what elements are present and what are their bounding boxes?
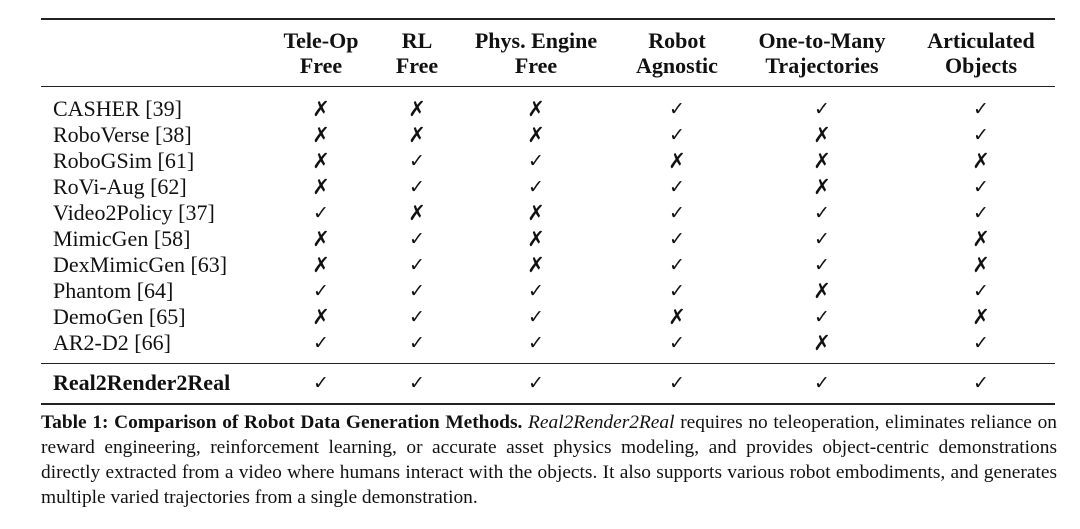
check-mark-icon: ✓ [669, 228, 685, 250]
cross-mark-icon: ✗ [972, 227, 990, 251]
column-header-line2: Agnostic [636, 53, 718, 78]
cross-mark-icon: ✗ [813, 123, 831, 147]
cross-mark-icon: ✗ [813, 331, 831, 355]
check-mark-icon: ✓ [409, 228, 425, 250]
check-mark-icon: ✓ [528, 306, 544, 328]
method-name: RoboVerse [38] [53, 122, 192, 147]
cross-mark-icon: ✗ [972, 149, 990, 173]
table-row [41, 330, 1055, 356]
cross-mark-icon: ✗ [972, 253, 990, 277]
column-header-line2: Free [395, 53, 439, 78]
method-name: CASHER [39] [53, 96, 182, 121]
check-mark-icon: ✓ [409, 176, 425, 198]
caption-text: requires no teleoperation, eliminates reliance on reward engineering, reinforcement learning, or accurate asset physics modeling, and provides object-centric demonstrations directly extracted from a video where humans interact with the objects. It also supports various robot embodiments, and generates multiple varied trajectories from a single demonstration. [41, 412, 1057, 508]
cross-mark-icon: ✗ [527, 123, 545, 147]
check-mark-icon: ✓ [409, 306, 425, 328]
cross-mark-icon: ✗ [527, 97, 545, 121]
method-name: DemoGen [65] [53, 304, 186, 329]
check-mark-icon: ✓ [313, 372, 329, 394]
column-header-line1: RL [401, 28, 433, 53]
column-header [597, 28, 757, 78]
check-mark-icon: ✓ [528, 332, 544, 354]
table-caption [41, 410, 1057, 510]
column-header-line1: Tele-Op [283, 28, 359, 53]
check-mark-icon: ✓ [528, 176, 544, 198]
column-header-line1: One-to-Many [758, 28, 886, 53]
method-name: Phantom [64] [53, 278, 174, 303]
check-mark-icon: ✓ [528, 280, 544, 302]
check-mark-icon: ✓ [669, 254, 685, 276]
check-mark-icon: ✓ [313, 332, 329, 354]
column-header-line1: Phys. Engine [474, 28, 598, 53]
check-mark-icon: ✓ [669, 372, 685, 394]
check-mark-icon: ✓ [313, 202, 329, 224]
check-mark-icon: ✓ [973, 280, 989, 302]
cross-mark-icon: ✗ [668, 149, 686, 173]
cross-mark-icon: ✗ [312, 149, 330, 173]
cross-mark-icon: ✗ [312, 305, 330, 329]
check-mark-icon: ✓ [973, 332, 989, 354]
column-header-line1: Robot [648, 28, 706, 53]
check-mark-icon: ✓ [669, 280, 685, 302]
cross-mark-icon: ✗ [813, 279, 831, 303]
cross-mark-icon: ✗ [312, 253, 330, 277]
column-header-line2: Trajectories [765, 53, 879, 78]
check-mark-icon: ✓ [313, 280, 329, 302]
column-header-line1: Articulated [927, 28, 1035, 53]
method-name: Video2Policy [37] [53, 200, 215, 225]
check-mark-icon: ✓ [814, 372, 830, 394]
table-header-rule [41, 86, 1055, 87]
caption-label: Table 1: Comparison of Robot Data Generation Methods. [41, 412, 523, 433]
check-mark-icon: ✓ [814, 98, 830, 120]
table-row [41, 122, 1055, 148]
method-name: MimicGen [58] [53, 226, 191, 251]
caption-emphasis: Real2Render2Real [528, 412, 675, 433]
table-row [41, 148, 1055, 174]
check-mark-icon: ✓ [814, 306, 830, 328]
check-mark-icon: ✓ [973, 98, 989, 120]
check-mark-icon: ✓ [973, 372, 989, 394]
method-name: RoVi-Aug [62] [53, 174, 187, 199]
check-mark-icon: ✓ [409, 280, 425, 302]
table-row [41, 278, 1055, 304]
check-mark-icon: ✓ [409, 372, 425, 394]
table-separator-rule [41, 363, 1055, 364]
column-header [901, 28, 1061, 78]
cross-mark-icon: ✗ [527, 253, 545, 277]
column-header-line2: Objects [944, 53, 1018, 78]
cross-mark-icon: ✗ [312, 227, 330, 251]
check-mark-icon: ✓ [409, 150, 425, 172]
method-name: DexMimicGen [63] [53, 252, 228, 277]
cross-mark-icon: ✗ [408, 201, 426, 225]
method-name: RoboGSim [61] [53, 148, 195, 173]
check-mark-icon: ✓ [409, 332, 425, 354]
cross-mark-icon: ✗ [972, 305, 990, 329]
check-mark-icon: ✓ [973, 124, 989, 146]
cross-mark-icon: ✗ [527, 201, 545, 225]
column-header-line2: Free [514, 53, 558, 78]
check-mark-icon: ✓ [669, 202, 685, 224]
check-mark-icon: ✓ [973, 176, 989, 198]
column-header [742, 28, 902, 78]
check-mark-icon: ✓ [528, 372, 544, 394]
check-mark-icon: ✓ [669, 124, 685, 146]
cross-mark-icon: ✗ [312, 97, 330, 121]
table-top-rule [41, 18, 1055, 20]
method-name: AR2-D2 [66] [53, 330, 171, 355]
method-name: Real2Render2Real [53, 370, 231, 395]
column-header-line2: Free [299, 53, 343, 78]
check-mark-icon: ✓ [814, 202, 830, 224]
check-mark-icon: ✓ [814, 254, 830, 276]
check-mark-icon: ✓ [814, 228, 830, 250]
check-mark-icon: ✓ [973, 202, 989, 224]
check-mark-icon: ✓ [669, 98, 685, 120]
table-bottom-rule [41, 403, 1055, 405]
table-row [41, 200, 1055, 226]
check-mark-icon: ✓ [528, 150, 544, 172]
table-row [41, 252, 1055, 278]
cross-mark-icon: ✗ [668, 305, 686, 329]
table-row [41, 226, 1055, 252]
cross-mark-icon: ✗ [813, 175, 831, 199]
table-row [41, 304, 1055, 330]
check-mark-icon: ✓ [669, 176, 685, 198]
cross-mark-icon: ✗ [312, 123, 330, 147]
check-mark-icon: ✓ [409, 254, 425, 276]
table-row-final [41, 370, 1055, 396]
column-header [456, 28, 616, 78]
table-row [41, 96, 1055, 122]
cross-mark-icon: ✗ [408, 97, 426, 121]
cross-mark-icon: ✗ [312, 175, 330, 199]
cross-mark-icon: ✗ [813, 149, 831, 173]
table-row [41, 174, 1055, 200]
cross-mark-icon: ✗ [408, 123, 426, 147]
check-mark-icon: ✓ [669, 332, 685, 354]
cross-mark-icon: ✗ [527, 227, 545, 251]
